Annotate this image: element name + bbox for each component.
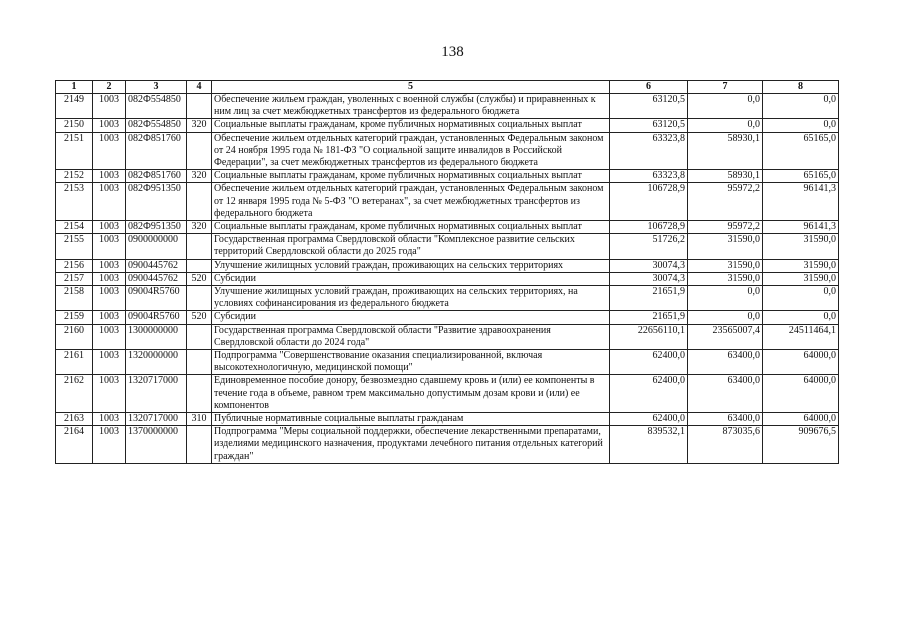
section-code: 1003 <box>93 272 126 285</box>
item-name: Улучшение жилищных условий граждан, проживающих на сельских территориях, на условиях софинансирования из федерального бюджета <box>212 286 610 311</box>
expense-type-code: 520 <box>187 311 212 324</box>
item-name: Единовременное пособие донору, безвозмездно сдавшему кровь и (или) ее компоненты в течение года в объеме, равном трем максимально допустимым дозам крови и (или) ее компонентов <box>212 375 610 413</box>
table-row <box>56 375 839 413</box>
amount-col-6: 21651,9 <box>610 286 688 311</box>
row-number: 2156 <box>56 259 93 272</box>
item-name: Улучшение жилищных условий граждан, проживающих на сельских территориях <box>212 259 610 272</box>
section-code: 1003 <box>93 132 126 170</box>
amount-col-7: 95972,2 <box>688 221 763 234</box>
amount-col-8: 909676,5 <box>763 426 839 464</box>
amount-col-8: 0,0 <box>763 94 839 119</box>
target-article-code: 082Ф951350 <box>126 221 187 234</box>
expense-type-code: 520 <box>187 272 212 285</box>
item-name: Публичные нормативные социальные выплаты гражданам <box>212 413 610 426</box>
amount-col-8: 64000,0 <box>763 375 839 413</box>
expense-type-code: 310 <box>187 413 212 426</box>
section-code: 1003 <box>93 311 126 324</box>
item-name: Обеспечение жильем отдельных категорий граждан, установленных Федеральным законом от 24 ноября 1995 года № 181-ФЗ "О социальной защите инвалидов в Российской Федерации", за счет межбюджетных трансфертов из федерального бюджета <box>212 132 610 170</box>
table-row <box>56 119 839 132</box>
row-number: 2154 <box>56 221 93 234</box>
item-name: Субсидии <box>212 272 610 285</box>
amount-col-8: 96141,3 <box>763 221 839 234</box>
column-header-4: 4 <box>187 81 212 94</box>
amount-col-7: 95972,2 <box>688 183 763 221</box>
row-number: 2149 <box>56 94 93 119</box>
column-header-8: 8 <box>763 81 839 94</box>
target-article-code: 09004R5760 <box>126 311 187 324</box>
section-code: 1003 <box>93 413 126 426</box>
amount-col-6: 22656110,1 <box>610 324 688 349</box>
header-row <box>56 81 839 94</box>
target-article-code: 1320717000 <box>126 375 187 413</box>
amount-col-7: 0,0 <box>688 311 763 324</box>
section-code: 1003 <box>93 183 126 221</box>
item-name: Социальные выплаты гражданам, кроме публичных нормативных социальных выплат <box>212 221 610 234</box>
amount-col-6: 51726,2 <box>610 234 688 259</box>
section-code: 1003 <box>93 94 126 119</box>
amount-col-7: 58930,1 <box>688 132 763 170</box>
target-article-code: 082Ф851760 <box>126 132 187 170</box>
table-row <box>56 286 839 311</box>
table-row <box>56 272 839 285</box>
target-article-code: 0900000000 <box>126 234 187 259</box>
row-number: 2155 <box>56 234 93 259</box>
amount-col-7: 0,0 <box>688 286 763 311</box>
row-number: 2153 <box>56 183 93 221</box>
amount-col-7: 0,0 <box>688 119 763 132</box>
item-name: Социальные выплаты гражданам, кроме публичных нормативных социальных выплат <box>212 119 610 132</box>
section-code: 1003 <box>93 259 126 272</box>
expense-type-code <box>187 426 212 464</box>
amount-col-6: 106728,9 <box>610 183 688 221</box>
amount-col-7: 23565007,4 <box>688 324 763 349</box>
row-number: 2152 <box>56 170 93 183</box>
target-article-code: 082Ф951350 <box>126 183 187 221</box>
amount-col-8: 24511464,1 <box>763 324 839 349</box>
column-header-5: 5 <box>212 81 610 94</box>
item-name: Субсидии <box>212 311 610 324</box>
target-article-code: 1320717000 <box>126 413 187 426</box>
amount-col-8: 0,0 <box>763 119 839 132</box>
row-number: 2158 <box>56 286 93 311</box>
amount-col-8: 65165,0 <box>763 132 839 170</box>
expense-type-code: 320 <box>187 170 212 183</box>
amount-col-7: 63400,0 <box>688 350 763 375</box>
table-row <box>56 311 839 324</box>
amount-col-6: 63323,8 <box>610 170 688 183</box>
item-name: Обеспечение жильем отдельных категорий граждан, установленных Федеральным законом от 12 января 1995 года № 5-ФЗ "О ветеранах", за счет межбюджетных трансфертов из федерального бюджета <box>212 183 610 221</box>
amount-col-6: 62400,0 <box>610 375 688 413</box>
amount-col-8: 31590,0 <box>763 259 839 272</box>
amount-col-7: 63400,0 <box>688 413 763 426</box>
row-number: 2164 <box>56 426 93 464</box>
target-article-code: 09004R5760 <box>126 286 187 311</box>
section-code: 1003 <box>93 221 126 234</box>
amount-col-8: 64000,0 <box>763 350 839 375</box>
expense-type-code <box>187 324 212 349</box>
table-row <box>56 221 839 234</box>
table-row <box>56 170 839 183</box>
amount-col-6: 106728,9 <box>610 221 688 234</box>
amount-col-6: 62400,0 <box>610 350 688 375</box>
expense-type-code <box>187 286 212 311</box>
column-header-6: 6 <box>610 81 688 94</box>
table-row <box>56 324 839 349</box>
amount-col-7: 31590,0 <box>688 272 763 285</box>
row-number: 2150 <box>56 119 93 132</box>
table-row <box>56 259 839 272</box>
amount-col-8: 64000,0 <box>763 413 839 426</box>
section-code: 1003 <box>93 324 126 349</box>
expense-type-code <box>187 350 212 375</box>
item-name: Обеспечение жильем граждан, уволенных с военной службы (службы) и приравненных к ним лиц за счет межбюджетных трансфертов из федерального бюджета <box>212 94 610 119</box>
row-number: 2163 <box>56 413 93 426</box>
amount-col-8: 96141,3 <box>763 183 839 221</box>
amount-col-7: 873035,6 <box>688 426 763 464</box>
expense-type-code <box>187 183 212 221</box>
expense-type-code <box>187 259 212 272</box>
amount-col-6: 30074,3 <box>610 259 688 272</box>
item-name: Государственная программа Свердловской области "Развитие здравоохранения Свердловской области до 2024 года" <box>212 324 610 349</box>
expense-type-code <box>187 94 212 119</box>
row-number: 2160 <box>56 324 93 349</box>
amount-col-7: 58930,1 <box>688 170 763 183</box>
target-article-code: 0900445762 <box>126 259 187 272</box>
table-row <box>56 413 839 426</box>
expense-type-code: 320 <box>187 119 212 132</box>
table-row <box>56 132 839 170</box>
amount-col-6: 63120,5 <box>610 119 688 132</box>
column-header-7: 7 <box>688 81 763 94</box>
section-code: 1003 <box>93 234 126 259</box>
amount-col-6: 63120,5 <box>610 94 688 119</box>
target-article-code: 1370000000 <box>126 426 187 464</box>
row-number: 2151 <box>56 132 93 170</box>
item-name: Подпрограмма "Совершенствование оказания специализированной, включая высокотехнологичную, медицинской помощи" <box>212 350 610 375</box>
amount-col-6: 21651,9 <box>610 311 688 324</box>
table-row <box>56 94 839 119</box>
item-name: Социальные выплаты гражданам, кроме публичных нормативных социальных выплат <box>212 170 610 183</box>
amount-col-8: 0,0 <box>763 311 839 324</box>
row-number: 2159 <box>56 311 93 324</box>
column-header-2: 2 <box>93 81 126 94</box>
target-article-code: 1320000000 <box>126 350 187 375</box>
column-header-1: 1 <box>56 81 93 94</box>
amount-col-6: 839532,1 <box>610 426 688 464</box>
amount-col-8: 0,0 <box>763 286 839 311</box>
amount-col-6: 30074,3 <box>610 272 688 285</box>
expense-type-code <box>187 375 212 413</box>
target-article-code: 082Ф554850 <box>126 119 187 132</box>
table-row <box>56 234 839 259</box>
amount-col-8: 65165,0 <box>763 170 839 183</box>
amount-col-8: 31590,0 <box>763 272 839 285</box>
amount-col-7: 0,0 <box>688 94 763 119</box>
row-number: 2157 <box>56 272 93 285</box>
amount-col-8: 31590,0 <box>763 234 839 259</box>
target-article-code: 0900445762 <box>126 272 187 285</box>
expense-type-code <box>187 132 212 170</box>
section-code: 1003 <box>93 286 126 311</box>
target-article-code: 1300000000 <box>126 324 187 349</box>
page-number: 138 <box>441 44 464 60</box>
section-code: 1003 <box>93 170 126 183</box>
table-row <box>56 350 839 375</box>
amount-col-7: 31590,0 <box>688 259 763 272</box>
section-code: 1003 <box>93 119 126 132</box>
budget-table <box>55 80 839 464</box>
amount-col-7: 31590,0 <box>688 234 763 259</box>
section-code: 1003 <box>93 375 126 413</box>
expense-type-code <box>187 234 212 259</box>
table-row <box>56 426 839 464</box>
item-name: Подпрограмма "Меры социальной поддержки, обеспечение лекарственными препаратами, изделиями медицинского назначения, продуктами лечебного питания отдельных категорий граждан" <box>212 426 610 464</box>
row-number: 2162 <box>56 375 93 413</box>
section-code: 1003 <box>93 426 126 464</box>
column-header-3: 3 <box>126 81 187 94</box>
target-article-code: 082Ф554850 <box>126 94 187 119</box>
row-number: 2161 <box>56 350 93 375</box>
table-body <box>56 94 839 464</box>
expense-type-code: 320 <box>187 221 212 234</box>
target-article-code: 082Ф851760 <box>126 170 187 183</box>
section-code: 1003 <box>93 350 126 375</box>
table-row <box>56 183 839 221</box>
item-name: Государственная программа Свердловской области "Комплексное развитие сельских территорий Свердловской области до 2025 года" <box>212 234 610 259</box>
amount-col-6: 63323,8 <box>610 132 688 170</box>
amount-col-7: 63400,0 <box>688 375 763 413</box>
amount-col-6: 62400,0 <box>610 413 688 426</box>
